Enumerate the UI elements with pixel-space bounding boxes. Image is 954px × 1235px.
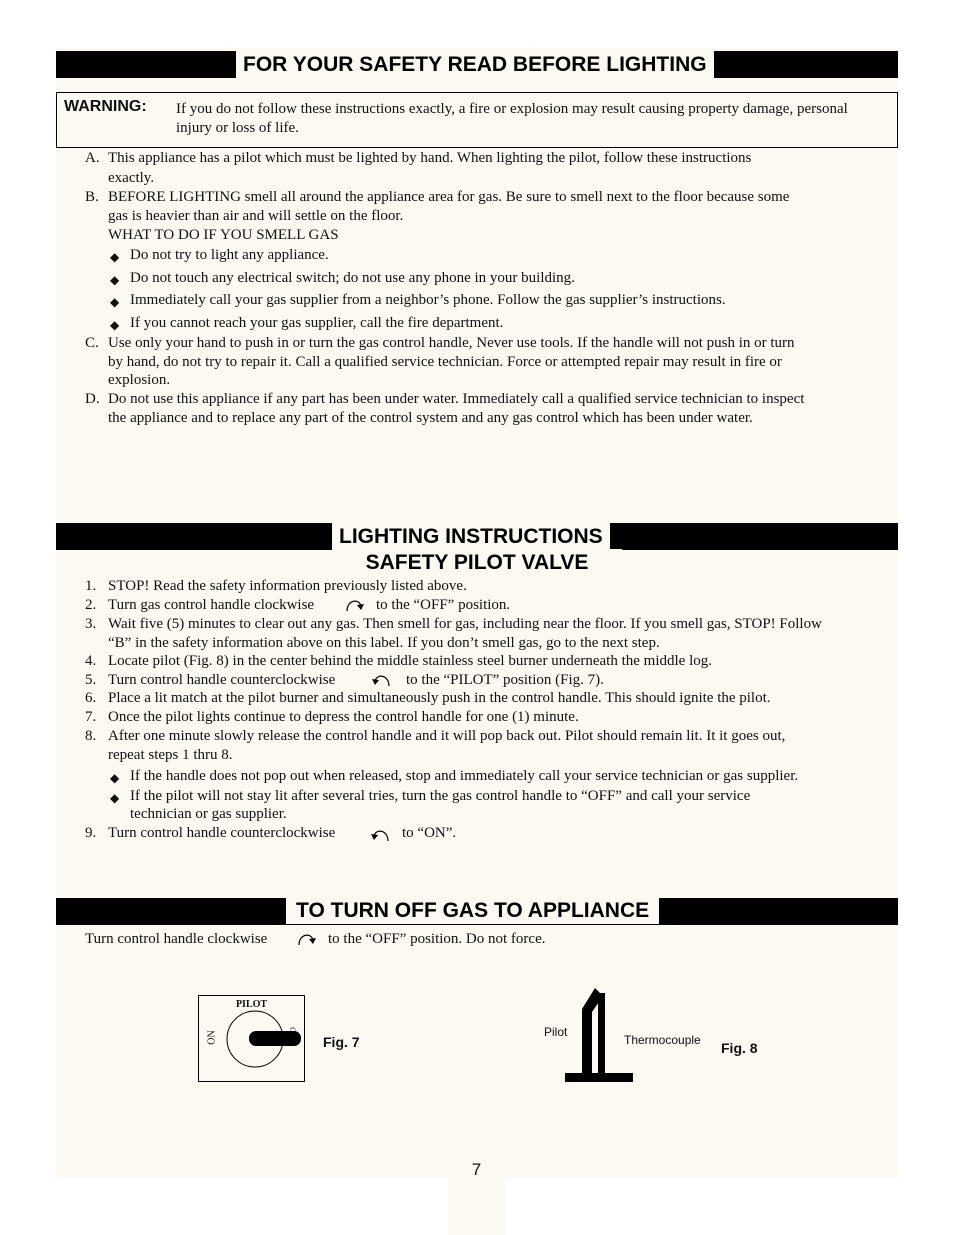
fig8-thermocouple-label: Thermocouple [624, 1033, 701, 1047]
smell-bullet: Do not touch any electrical switch; do not use any phone in your building. [130, 270, 575, 286]
counterclockwise-arrow-icon [369, 671, 393, 689]
counterclockwise-arrow-icon [368, 826, 392, 844]
step-text: Turn control handle counterclockwise [108, 825, 336, 841]
step-text: Turn gas control handle clockwise [108, 597, 315, 613]
step-text: to the “PILOT” position (Fig. 7). [406, 672, 604, 688]
clockwise-arrow-icon [343, 596, 367, 614]
diamond-bullet-icon: ◆ [110, 791, 120, 805]
step-number: 6. [85, 690, 97, 706]
step-number: 1. [85, 578, 97, 594]
step-number: 7. [85, 709, 97, 725]
step-text: to the “OFF” position. [376, 597, 511, 613]
fig7-caption: Fig. 7 [323, 1034, 360, 1050]
diamond-bullet-icon: ◆ [110, 318, 120, 332]
warning-box [56, 92, 898, 148]
lighting-header-subtitle: SAFETY PILOT VALVE [332, 549, 622, 576]
lighting-header-title: LIGHTING INSTRUCTIONS [332, 523, 610, 550]
diamond-bullet-icon: ◆ [110, 295, 120, 309]
item-mark-b: B. [85, 189, 99, 205]
item-mark-c: C. [85, 335, 99, 351]
item-d-line: the appliance and to replace any part of the control system and any gas control which has been under water. [108, 410, 753, 426]
step-text: “B” in the safety information above on this label. If you don’t smell gas, go to the next step. [108, 635, 660, 651]
turn-off-text: to the “OFF” position. Do not force. [328, 931, 546, 947]
turn-off-header-title: TO TURN OFF GAS TO APPLIANCE [286, 898, 659, 924]
step8-bullet: technician or gas supplier. [130, 806, 287, 822]
step-text: to “ON”. [402, 825, 457, 841]
item-b-line: BEFORE LIGHTING smell all around the appliance area for gas. Be sure to smell next to the floor because some [108, 189, 790, 205]
step-text: Once the pilot lights continue to depress the control handle for one (1) minute. [108, 709, 579, 725]
page-number: 7 [471, 1160, 482, 1179]
item-mark-a: A. [85, 150, 100, 166]
fig7-on-label: ON [206, 1030, 218, 1045]
fig8-pilot-label: Pilot [544, 1025, 568, 1039]
step-text: Place a lit match at the pilot burner and simultaneously push in the control handle. This should ignite the pilot. [108, 690, 771, 706]
step8-bullet: If the handle does not pop out when released, stop and immediately call your service technician or gas supplier. [130, 768, 799, 784]
diamond-bullet-icon: ◆ [110, 273, 120, 287]
step-number: 5. [85, 672, 97, 688]
turn-off-text: Turn control handle clockwise [85, 931, 268, 947]
step-text: repeat steps 1 thru 8. [108, 747, 233, 763]
step-text: Wait five (5) minutes to clear out any gas. Then smell for gas, including near the floor. If you smell gas, STOP! Follow [108, 616, 822, 632]
item-a-line: exactly. [108, 170, 155, 186]
step-number: 2. [85, 597, 97, 613]
item-b-subheading: WHAT TO DO IF YOU SMELL GAS [108, 227, 339, 243]
item-b-line: gas is heavier than air and will settle on the floor. [108, 208, 404, 224]
step-text: After one minute slowly release the control handle and it will pop back out. Pilot should remain lit. It it goes out, [108, 728, 786, 744]
step-number: 8. [85, 728, 97, 744]
fig8-caption: Fig. 8 [721, 1040, 758, 1056]
smell-bullet: If you cannot reach your gas supplier, call the fire department. [130, 315, 504, 331]
page-tab [448, 1177, 505, 1235]
clockwise-arrow-icon [295, 930, 319, 948]
item-c-line: Use only your hand to push in or turn the gas control handle, Never use tools. If the handle will not push in or turn [108, 335, 795, 351]
item-d-line: Do not use this appliance if any part has been under water. Immediately call a qualified service technician to inspect [108, 391, 805, 407]
warning-label: WARNING: [64, 98, 147, 115]
smell-bullet: Immediately call your gas supplier from a neighbor’s phone. Follow the gas supplier’s instructions. [130, 292, 726, 308]
item-c-line: explosion. [108, 372, 171, 388]
diamond-bullet-icon: ◆ [110, 771, 120, 785]
control-knob-icon [199, 996, 304, 1081]
item-a-line: This appliance has a pilot which must be lighted by hand. When lighting the pilot, follow these instructions [108, 150, 752, 166]
step-text: Turn control handle counterclockwise [108, 672, 336, 688]
step-text: STOP! Read the safety information previously listed above. [108, 578, 467, 594]
step-number: 3. [85, 616, 97, 632]
step8-bullet: If the pilot will not stay lit after several tries, turn the gas control handle to “OFF” and call your service [130, 788, 751, 804]
fig7-pilot-label: PILOT [235, 999, 268, 1010]
smell-bullet: Do not try to light any appliance. [130, 247, 329, 263]
fig7-control-knob-diagram [198, 995, 305, 1082]
item-mark-d: D. [85, 391, 100, 407]
step-text: Locate pilot (Fig. 8) in the center behind the middle stainless steel burner underneath the middle log. [108, 653, 712, 669]
warning-text: If you do not follow these instructions exactly, a fire or explosion may result causing property damage, personal injury or loss of life. [176, 101, 848, 136]
step-number: 4. [85, 653, 97, 669]
diamond-bullet-icon: ◆ [110, 250, 120, 264]
step-number: 9. [85, 825, 97, 841]
safety-header-title: FOR YOUR SAFETY READ BEFORE LIGHTING [236, 51, 714, 78]
item-c-line: by hand, do not try to repair it. Call a qualified service technician. Force or attempted repair may result in fire or [108, 354, 782, 370]
